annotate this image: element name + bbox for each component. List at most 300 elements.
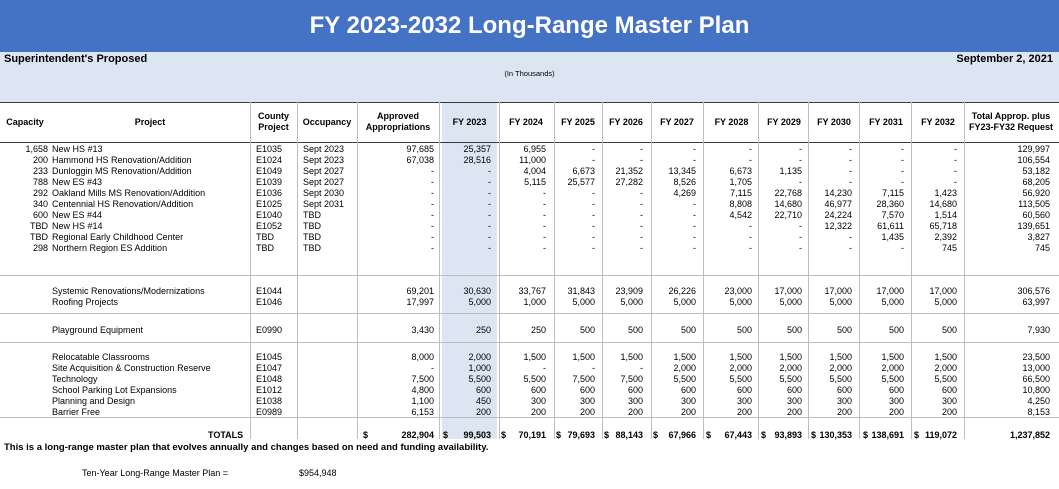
county-project-cell: E0990 [256,325,283,335]
occupancy-cell: TBD [303,232,321,242]
header-fy2023: FY 2023 [452,116,487,127]
fy-value-cell: - [693,221,696,231]
fy-value-cell: 600 [680,385,696,395]
fy-value-cell: - [488,210,491,220]
project-name-cell: New HS #13 [52,144,103,154]
fy-value-cell: 17,000 [876,286,904,296]
fy-value-cell: - [592,199,595,209]
county-project-cell: E1040 [256,210,283,220]
fy-value-cell: - [849,166,852,176]
county-project-cell: E1038 [256,396,283,406]
approved-cell: 1,100 [411,396,434,406]
header-fy2029: FY 2029 [767,116,801,127]
county-project-cell: E1035 [256,144,283,154]
fy-value-cell: - [693,155,696,165]
column-divider [808,102,809,439]
proposal-label: Superintendent's Proposed [4,53,148,65]
fy-value-cell: - [640,232,643,242]
fy-value-cell: - [849,177,852,187]
capacity-cell: 788 [32,177,48,187]
fy-value-cell: 4,542 [729,210,752,220]
total-fy-value: 88,143 [615,430,643,440]
fy-value-cell: 600 [888,385,904,395]
project-name-cell: New HS #14 [52,221,103,231]
fy-value-cell: - [592,155,595,165]
fy-value-cell: 5,000 [572,297,595,307]
currency-symbol: $ [556,430,562,440]
grand-total: 1,237,852 [1009,430,1050,440]
fy-value-cell: 1,000 [523,297,546,307]
column-divider [758,102,759,439]
fy-value-cell: - [799,177,802,187]
disclaimer-note: This is a long-range master plan that evolves annually and changes based on need and funding availability. [4,442,489,453]
fy-value-cell: 13,345 [668,166,696,176]
fy-value-cell: 33,767 [518,286,546,296]
fy-value-cell: 17,000 [774,286,802,296]
fy-value-cell: 300 [627,396,643,406]
fy-value-cell: 1,514 [934,210,957,220]
fy-value-cell: 6,673 [729,166,752,176]
fy-value-cell: 26,226 [668,286,696,296]
project-name-cell: Relocatable Classrooms [52,352,150,362]
section-divider [0,275,1059,276]
totals-label: TOTALS [208,430,244,440]
fy-value-cell: 200 [941,407,957,417]
fy-value-cell: 24,224 [824,210,852,220]
fy-value-cell: 61,611 [877,221,904,231]
fy-value-cell: - [849,155,852,165]
approved-cell: 97,685 [406,144,434,154]
fy-value-cell: - [849,232,852,242]
header-fy2024: FY 2024 [509,116,543,127]
county-project-cell: E1044 [256,286,283,296]
fy-value-cell: - [901,166,904,176]
total-cell: 60,560 [1022,210,1050,220]
total-cell: 745 [1034,243,1050,253]
approved-cell: 3,430 [411,325,434,335]
fy-value-cell: 600 [736,385,752,395]
fy-value-cell: 500 [736,325,752,335]
fy-value-cell: 5,000 [620,297,643,307]
fy-value-cell: 4,269 [673,188,696,198]
fy-value-cell: 600 [786,385,802,395]
currency-symbol: $ [604,430,610,440]
currency-symbol: $ [811,430,817,440]
approved-cell: - [431,210,434,220]
fy-value-cell: 500 [941,325,957,335]
total-cell: 113,505 [1018,199,1050,209]
fy-value-cell: - [954,177,957,187]
fy-value-cell: 2,000 [673,363,696,373]
fy-value-cell: 30,630 [463,286,491,296]
county-project-cell: E1012 [256,385,283,395]
fy-value-cell: 300 [680,396,696,406]
county-project-cell: E1046 [256,297,283,307]
fy-value-cell: 17,000 [824,286,852,296]
fy-value-cell: - [543,221,546,231]
fy-value-cell: 500 [786,325,802,335]
approved-cell: 69,201 [406,286,434,296]
capacity-cell: 1,658 [25,144,48,154]
fy-value-cell: 5,000 [934,297,957,307]
fy-value-cell: 5,000 [829,297,852,307]
total-cell: 129,997 [1017,144,1050,154]
currency-symbol: $ [653,430,659,440]
total-cell: 56,920 [1022,188,1050,198]
capacity-cell: 233 [32,166,48,176]
fy-value-cell: 300 [736,396,752,406]
county-project-cell: E1025 [256,199,283,209]
fy-value-cell: - [799,221,802,231]
fy-value-cell: 5,115 [524,177,546,187]
fy-value-cell: 450 [475,396,491,406]
fy-value-cell: 1,500 [572,352,595,362]
fy-value-cell: 1,500 [779,352,802,362]
approved-cell: - [431,177,434,187]
capacity-cell: 600 [32,210,48,220]
approved-cell: - [431,243,434,253]
fy-value-cell: 500 [888,325,904,335]
ten-year-label: Ten-Year Long-Range Master Plan = [82,468,229,478]
occupancy-cell: Sept 2027 [303,177,345,187]
column-divider [859,102,860,439]
fy-value-cell: 27,282 [615,177,643,187]
fy-value-cell: - [543,363,546,373]
occupancy-cell: TBD [303,243,321,253]
header-fy2026: FY 2026 [609,116,643,127]
currency-symbol: $ [501,430,507,440]
county-project-cell: E1024 [256,155,283,165]
fy-value-cell: - [901,144,904,154]
fy-value-cell: - [640,363,643,373]
approved-cell: 6,153 [411,407,434,417]
fy-value-cell: 5,500 [779,374,802,384]
fy-value-cell: 300 [579,396,595,406]
column-divider [297,102,298,439]
fy-value-cell: 4,004 [523,166,546,176]
fy-value-cell: - [799,155,802,165]
capacity-cell: 340 [32,199,48,209]
fy-value-cell: - [640,210,643,220]
fy-value-cell: 2,000 [934,363,957,373]
fy-value-cell: - [799,243,802,253]
fy-value-cell: - [849,243,852,253]
project-name-cell: Systemic Renovations/Modernizations [52,286,205,296]
fy-value-cell: 600 [836,385,852,395]
fy-value-cell: 14,230 [824,188,852,198]
total-cell: 3,827 [1027,232,1050,242]
fy-value-cell: 1,500 [934,352,957,362]
column-divider [703,102,704,439]
fy-value-cell: 200 [888,407,904,417]
fy-value-cell: 7,500 [572,374,595,384]
header-bottom-rule [0,142,1059,143]
project-name-cell: Technology [52,374,98,384]
total-fy-value: 67,443 [724,430,752,440]
fy-value-cell: - [640,155,643,165]
fy-value-cell: - [749,155,752,165]
total-cell: 53,182 [1022,166,1050,176]
fy-value-cell: 2,000 [829,363,852,373]
fy-value-cell: 200 [530,407,546,417]
capacity-cell: 200 [32,155,48,165]
fy-value-cell: - [640,243,643,253]
project-name-cell: School Parking Lot Expansions [52,385,177,395]
fy-value-cell: 28,360 [876,199,904,209]
fy-value-cell: 6,673 [572,166,595,176]
header-fy2030: FY 2030 [817,116,851,127]
fy-value-cell: 5,000 [881,297,904,307]
fy-value-cell: 28,516 [463,155,491,165]
project-name-cell: Site Acquisition & Construction Reserve [52,363,211,373]
fy-value-cell: 7,500 [620,374,643,384]
fy-value-cell: 1,000 [468,363,491,373]
project-name-cell: New ES #44 [52,210,103,220]
total-cell: 66,500 [1022,374,1050,384]
fy-value-cell: 17,000 [929,286,957,296]
fy-value-cell: - [488,166,491,176]
fy-value-cell: - [693,243,696,253]
column-divider [911,102,912,439]
occupancy-cell: Sept 2023 [303,144,345,154]
fy-value-cell: - [488,221,491,231]
county-project-cell: TBD [256,232,274,242]
fy-value-cell: 200 [736,407,752,417]
currency-symbol: $ [363,430,369,440]
fy-value-cell: - [901,243,904,253]
fy-value-cell: - [488,199,491,209]
fy-value-cell: 1,705 [729,177,752,187]
fy-value-cell: - [799,144,802,154]
currency-symbol: $ [761,430,767,440]
header-capacity: Capacity [6,116,44,127]
project-name-cell: Hammond HS Renovation/Addition [52,155,192,165]
fy-value-cell: - [543,232,546,242]
fy-value-cell: 5,500 [729,374,752,384]
fy-value-cell: 300 [941,396,957,406]
fy-value-cell: 5,000 [779,297,802,307]
fy-value-cell: 200 [475,407,491,417]
fy-value-cell: 500 [836,325,852,335]
fy-value-cell: 5,500 [829,374,852,384]
fy-value-cell: - [640,221,643,231]
approved-cell: 17,997 [406,297,434,307]
total-approved: 282,904 [401,430,434,440]
total-fy-value: 70,191 [518,430,546,440]
fy-value-cell: - [592,210,595,220]
fy-value-cell: 5,500 [881,374,904,384]
approved-cell: - [431,188,434,198]
total-cell: 68,205 [1022,177,1050,187]
project-name-cell: Playground Equipment [52,325,144,335]
county-project-cell: E1036 [256,188,283,198]
fy-value-cell: 5,500 [673,374,696,384]
fy-value-cell: - [592,243,595,253]
fy-value-cell: 600 [627,385,643,395]
fy-value-cell: 5,500 [468,374,491,384]
fy-value-cell: - [693,210,696,220]
fy-value-cell: - [901,155,904,165]
fy-value-cell: - [488,232,491,242]
fy-value-cell: 2,000 [779,363,802,373]
currency-symbol: $ [443,430,449,440]
fy-value-cell: 2,000 [729,363,752,373]
fy-value-cell: - [693,199,696,209]
total-fy-value: 130,353 [819,430,852,440]
header-total: Total Approp. plus FY23-FY32 Request [968,111,1054,132]
county-project-cell: E1052 [256,221,283,231]
project-name-cell: Centennial HS Renovation/Addition [52,199,194,209]
approved-cell: - [431,232,434,242]
fy-value-cell: 2,000 [468,352,491,362]
fy-value-cell: - [592,363,595,373]
total-cell: 63,997 [1022,297,1050,307]
fy-value-cell: 5,000 [729,297,752,307]
fy-value-cell: 2,392 [934,232,957,242]
county-project-cell: TBD [256,243,274,253]
fy-value-cell: - [592,188,595,198]
total-cell: 23,500 [1022,352,1050,362]
report-date: September 2, 2021 [956,53,1053,65]
fy-value-cell: 5,500 [934,374,957,384]
county-project-cell: E1047 [256,363,283,373]
column-divider [964,102,965,439]
occupancy-cell: Sept 2031 [303,199,345,209]
fy-value-cell: 600 [579,385,595,395]
fy-value-cell: 600 [941,385,957,395]
fy-value-cell: - [954,155,957,165]
fy-value-cell: 5,000 [468,297,491,307]
fy-value-cell: 22,768 [774,188,802,198]
fy-value-cell: 7,570 [881,210,904,220]
fy-value-cell: 22,710 [774,210,802,220]
fy-value-cell: 8,526 [673,177,696,187]
fy-value-cell: 200 [579,407,595,417]
currency-symbol: $ [706,430,712,440]
fy-value-cell: 23,909 [615,286,643,296]
fy-value-cell: - [640,188,643,198]
fy-value-cell: 14,680 [929,199,957,209]
total-cell: 306,576 [1017,286,1050,296]
fy-value-cell: - [749,232,752,242]
county-project-cell: E0989 [256,407,283,417]
fy-value-cell: 6,955 [523,144,546,154]
fy-value-cell: 1,500 [620,352,643,362]
approved-cell: 7,500 [411,374,434,384]
total-fy-value: 93,893 [774,430,802,440]
total-cell: 13,000 [1022,363,1050,373]
fy-value-cell: - [849,144,852,154]
total-fy-value: 119,072 [924,430,957,440]
project-name-cell: Dunloggin MS Renovation/Addition [52,166,192,176]
currency-symbol: $ [914,430,920,440]
fy-value-cell: - [543,210,546,220]
total-fy-value: 67,966 [668,430,696,440]
fy-value-cell: 200 [786,407,802,417]
occupancy-cell: Sept 2023 [303,155,345,165]
project-name-cell: Northern Region ES Addition [52,243,168,253]
occupancy-cell: Sept 2030 [303,188,345,198]
fy-value-cell: 600 [475,385,491,395]
currency-symbol: $ [863,430,869,440]
fy-value-cell: 14,680 [774,199,802,209]
fy-value-cell: - [693,144,696,154]
fy-value-cell: 200 [836,407,852,417]
approved-cell: 67,038 [406,155,434,165]
fy-value-cell: 8,808 [729,199,752,209]
fy-value-cell: 1,435 [881,232,904,242]
fy-value-cell: 500 [627,325,643,335]
approved-cell: 8,000 [411,352,434,362]
header-approved: Approved Appropriations [365,111,431,132]
fy-value-cell: 7,115 [882,188,904,198]
occupancy-cell: TBD [303,221,321,231]
fy-value-cell: - [693,232,696,242]
total-cell: 7,930 [1027,325,1050,335]
total-cell: 4,250 [1027,396,1050,406]
total-cell: 8,153 [1027,407,1050,417]
fy-value-cell: 300 [786,396,802,406]
fy-value-cell: 300 [530,396,546,406]
fy-value-cell: - [592,221,595,231]
fy-value-cell: - [488,177,491,187]
fy-value-cell: - [954,144,957,154]
ten-year-value: $954,948 [299,468,337,478]
fy-value-cell: 65,718 [929,221,957,231]
fy-value-cell: - [749,144,752,154]
fy-value-cell: 745 [941,243,957,253]
fy-value-cell: 46,977 [824,199,852,209]
approved-cell: - [431,199,434,209]
fy-value-cell: 250 [475,325,491,335]
fy-value-cell: 1,500 [729,352,752,362]
occupancy-cell: TBD [303,210,321,220]
fy-value-cell: - [749,243,752,253]
page-title: FY 2023-2032 Long-Range Master Plan [0,0,1059,52]
header-fy2027: FY 2027 [660,116,694,127]
fy-value-cell: 500 [680,325,696,335]
header-fy2025: FY 2025 [561,116,595,127]
header-occupancy: Occupancy [302,116,352,127]
column-divider [250,102,251,439]
total-fy-value: 99,503 [463,430,491,440]
project-name-cell: Barrier Free [52,407,101,417]
fy-value-cell: 1,135 [779,166,802,176]
fy-value-cell: 11,000 [519,155,546,165]
header-fy2028: FY 2028 [714,116,749,127]
capacity-cell: 298 [32,243,48,253]
project-name-cell: Oakland Mills MS Renovation/Addition [52,188,206,198]
project-name-cell: Roofing Projects [52,297,119,307]
capacity-cell: TBD [30,232,48,242]
fy-value-cell: 21,352 [615,166,643,176]
fy-value-cell: 2,000 [881,363,904,373]
total-fy-value: 138,691 [871,430,904,440]
fy-value-cell: 12,322 [824,221,852,231]
fy-value-cell: - [543,188,546,198]
total-cell: 10,800 [1022,385,1050,395]
fy-value-cell: - [488,243,491,253]
project-name-cell: Planning and Design [52,396,136,406]
fy-value-cell: 500 [579,325,595,335]
fy-value-cell: 1,500 [523,352,546,362]
approved-cell: - [431,166,434,176]
header-fy2031: FY 2031 [869,116,903,127]
fy-value-cell: 7,115 [730,188,752,198]
column-divider [439,102,440,439]
approved-cell: 4,800 [411,385,434,395]
fy-value-cell: 1,500 [673,352,696,362]
